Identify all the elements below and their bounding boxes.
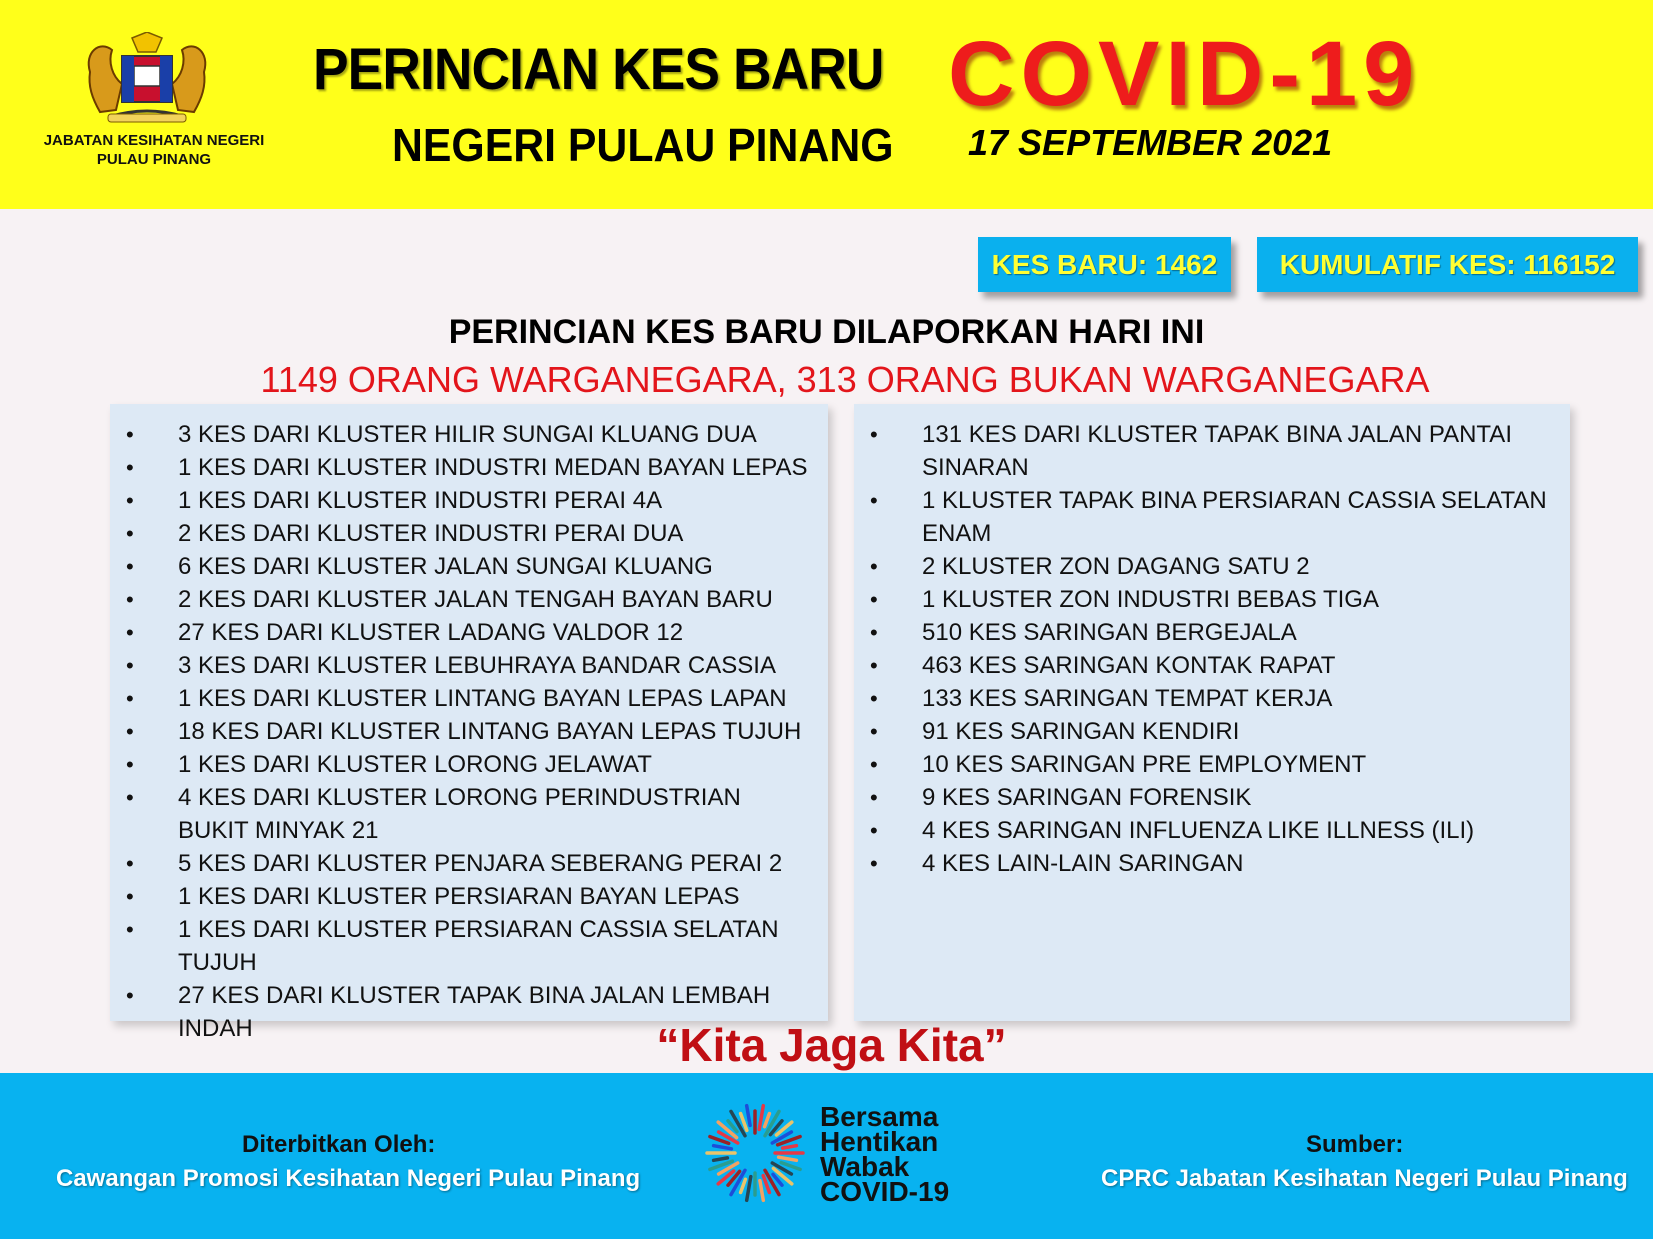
new-cases-badge: KES BARU: 1462 (978, 237, 1231, 292)
list-item: • 131 KES DARI KLUSTER TAPAK BINA JALAN PANTAI SINARAN (854, 418, 1570, 484)
list-item: • 1 KES DARI KLUSTER INDUSTRI PERAI 4A (110, 484, 828, 517)
cluster-list-right (854, 404, 1570, 880)
page-title: PERINCIAN KES BARU (313, 37, 884, 102)
list-item: • 6 KES DARI KLUSTER JALAN SUNGAI KLUANG (110, 550, 828, 583)
campaign-line-4: COVID-19 (820, 1176, 950, 1207)
citizenship-breakdown: 1149 ORANG WARGANEGARA, 313 ORANG BUKAN WARGANEGARA (260, 359, 1430, 400)
cluster-list-left (110, 404, 828, 1045)
list-item: • 2 KLUSTER ZON DAGANG SATU 2 (854, 550, 1570, 583)
list-item: • 1 KLUSTER TAPAK BINA PERSIARAN CASSIA SELATAN ENAM (854, 484, 1570, 550)
list-item: • 2 KES DARI KLUSTER JALAN TENGAH BAYAN BARU (110, 583, 828, 616)
list-item: • 91 KES SARINGAN KENDIRI (854, 715, 1570, 748)
list-item: • 4 KES DARI KLUSTER LORONG PERINDUSTRIAN BUKIT MINYAK 21 (110, 781, 828, 847)
list-item: • 27 KES DARI KLUSTER TAPAK BINA JALAN LEMBAH INDAH (110, 979, 828, 1045)
covid-title: COVID-19 (948, 23, 1421, 125)
burst-ray (741, 1179, 746, 1192)
source-label: Sumber: (1306, 1131, 1404, 1158)
burst-ray (779, 1157, 797, 1160)
list-item: • 4 KES LAIN-LAIN SARINGAN (854, 847, 1570, 880)
list-item: • 3 KES DARI KLUSTER HILIR SUNGAI KLUANG DUA (110, 418, 828, 451)
campaign-line-2: Hentikan (820, 1126, 939, 1157)
list-item: • 1 KES DARI KLUSTER PERSIARAN BAYAN LEPAS (110, 880, 828, 913)
list-item: • 2 KES DARI KLUSTER INDUSTRI PERAI DUA (110, 517, 828, 550)
list-item: • 5 KES DARI KLUSTER PENJARA SEBERANG PERAI 2 (110, 847, 828, 880)
list-item: • 4 KES SARINGAN INFLUENZA LIKE ILLNESS (ILI) (854, 814, 1570, 847)
campaign-line-3: Wabak (820, 1151, 910, 1182)
department-line-2: PULAU PINANG (96, 151, 212, 168)
section-heading: PERINCIAN KES BARU DILAPORKAN HARI INI (448, 313, 1205, 351)
burst-ray (760, 1181, 763, 1201)
published-by-label: Diterbitkan Oleh: (242, 1131, 436, 1158)
burst-ray (714, 1158, 728, 1160)
burst-ray (747, 1106, 750, 1126)
burst-ray (747, 1177, 751, 1201)
department-name (20, 131, 288, 169)
cluster-panel-right (854, 404, 1570, 1021)
coat-of-arms-icon (82, 32, 212, 124)
burst-ray (714, 1146, 732, 1149)
burst-ray (765, 1114, 770, 1127)
department-line-1: JABATAN KESIHATAN NEGERI (43, 132, 265, 149)
list-item: • 1 KES DARI KLUSTER INDUSTRI MEDAN BAYAN LEPAS (110, 451, 828, 484)
list-item: • 1 KES DARI KLUSTER LINTANG BAYAN LEPAS LAPAN (110, 682, 828, 715)
cumulative-cases-badge: KUMULATIF KES: 116152 (1257, 237, 1638, 292)
list-item: • 463 KES SARINGAN KONTAK RAPAT (854, 649, 1570, 682)
list-item: • 1 KLUSTER ZON INDUSTRI BEBAS TIGA (854, 583, 1570, 616)
campaign-logo-text (820, 1101, 950, 1207)
list-item: • 133 KES SARINGAN TEMPAT KERJA (854, 682, 1570, 715)
state-title: NEGERI PULAU PINANG (392, 119, 894, 171)
cluster-panel-left (110, 404, 828, 1042)
list-item: • 1 KES DARI KLUSTER LORONG JELAWAT (110, 748, 828, 781)
list-item: • 510 KES SARINGAN BERGEJALA (854, 616, 1570, 649)
burst-ray (783, 1146, 797, 1148)
list-item: • 27 KES DARI KLUSTER LADANG VALDOR 12 (110, 616, 828, 649)
published-by-value: Cawangan Promosi Kesihatan Negeri Pulau Pinang (56, 1165, 641, 1192)
list-item: • 9 KES SARINGAN FORENSIK (854, 781, 1570, 814)
campaign-line-1: Bersama (820, 1101, 939, 1132)
report-date: 17 SEPTEMBER 2021 (968, 122, 1333, 163)
list-item: • 10 KES SARINGAN PRE EMPLOYMENT (854, 748, 1570, 781)
burst-ray (759, 1106, 763, 1130)
list-item: • 3 KES DARI KLUSTER LEBUHRAYA BANDAR CASSIA (110, 649, 828, 682)
list-item: • 1 KES DARI KLUSTER PERSIARAN CASSIA SELATAN TUJUH (110, 913, 828, 979)
slogan: “Kita Jaga Kita” (656, 1019, 1007, 1071)
source-value: CPRC Jabatan Kesihatan Negeri Pulau Pinang (1101, 1165, 1628, 1192)
campaign-burst-icon (700, 1098, 810, 1208)
list-item: • 18 KES DARI KLUSTER LINTANG BAYAN LEPAS TUJUH (110, 715, 828, 748)
